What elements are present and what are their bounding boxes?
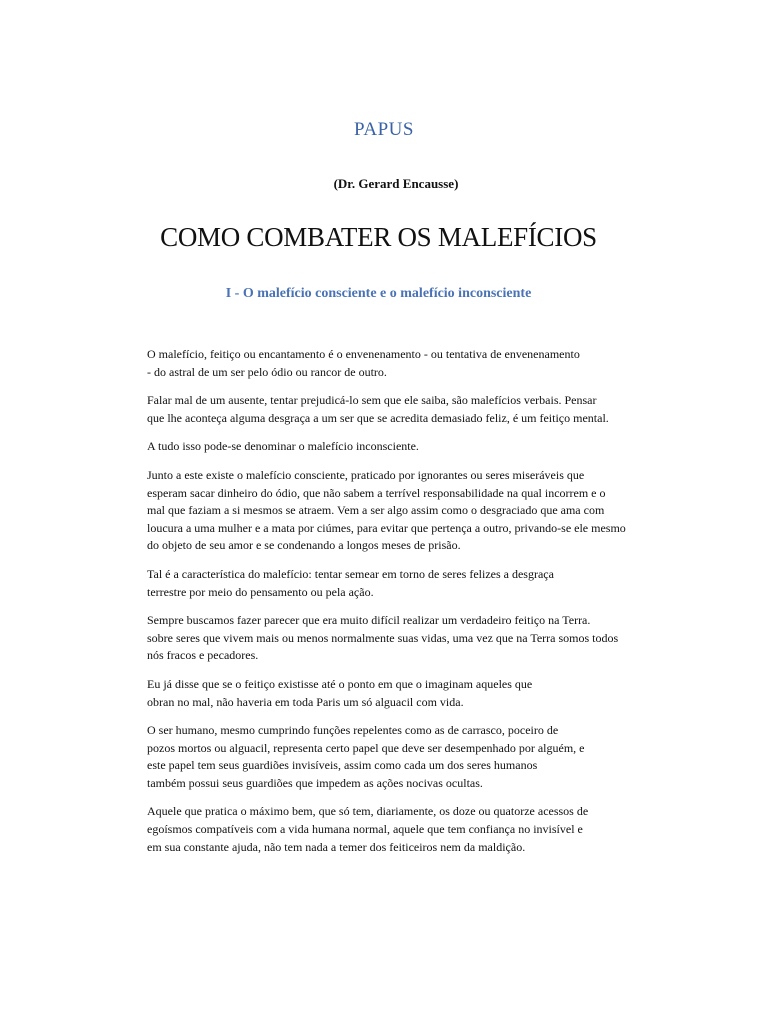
author-subtitle: (Dr. Gerard Encausse) — [333, 176, 459, 191]
text-line: egoísmos compatíveis com a vida humana normal, aquele que tem confiança no invisível e — [147, 822, 583, 837]
document-title: COMO COMBATER OS MALEFÍCIOS — [160, 222, 597, 252]
body-text — [147, 346, 657, 867]
section-heading: I - O malefício consciente e o malefício inconsciente — [225, 286, 532, 301]
text-line: Aquele que pratica o máximo bem, que só tem, diariamente, os doze ou quatorze acessos de — [147, 804, 589, 819]
text-line: esperam sacar dinheiro do ódio, que não sabem a terrível responsabilidade na qual incorrem e o — [147, 485, 606, 500]
text-line: O malefício, feitiço ou encantamento é o envenenamento - ou tentativa de envenenamento — [147, 347, 580, 361]
text-line: terrestre por meio do pensamento ou pela ação. — [147, 584, 374, 599]
text-line: O ser humano, mesmo cumprindo funções repelentes como as de carrasco, poceiro de — [147, 723, 559, 738]
text-line: loucura a uma mulher e a mata por ciúmes, para evitar que pertença a outro, privando-se ele mesmo — [147, 520, 626, 535]
text-line: que lhe aconteça alguma desgraça a um ser que se acredita demasiado feliz, é um feitiço mental. — [147, 410, 609, 425]
paragraph — [147, 722, 657, 792]
paragraph — [147, 803, 657, 856]
text-line: do objeto de seu amor e se condenando a longos meses de prisão. — [147, 538, 461, 553]
text-line: pozos mortos ou alguacil, representa certo papel que deve ser desempenhado por alguém, e — [147, 740, 585, 755]
text-line: nós fracos e pecadores. — [147, 648, 259, 663]
text-line: Tal é a característica do malefício: tentar semear em torno de seres felizes a desgraça — [147, 566, 554, 581]
text-line: Sempre buscamos fazer parecer que era muito difícil realizar um verdadeiro feitiço na Terra. — [147, 613, 591, 628]
paragraph — [147, 438, 657, 456]
text-line: em sua constante ajuda, não tem nada a temer dos feiticeiros nem da maldição. — [147, 839, 526, 854]
text-line: também possui seus guardiões que impedem as ações nocivas ocultas. — [147, 775, 483, 790]
paragraph — [147, 346, 657, 381]
paragraph — [147, 467, 657, 555]
text-line: sobre seres que vivem mais ou menos normalmente suas vidas, uma vez que na Terra somos todos — [147, 630, 619, 645]
paragraph — [147, 676, 657, 711]
text-line: mal que faziam a si mesmos se atraem. Vem a ser algo assim como o desgraciado que ama com — [147, 503, 605, 518]
paragraph — [147, 392, 657, 427]
author-name: PAPUS — [354, 119, 414, 140]
paragraph — [147, 612, 657, 665]
text-line: - do astral de um ser pelo ódio ou rancor de outro. — [147, 364, 387, 379]
text-line: obran no mal, não haveria em toda Paris um só alguacil com vida. — [147, 694, 464, 709]
text-line: Junto a este existe o malefício consciente, praticado por ignorantes ou seres miseráveis que — [147, 467, 585, 482]
text-line: este papel tem seus guardiões invisíveis, assim como cada um dos seres humanos — [147, 758, 538, 773]
paragraph — [147, 566, 657, 601]
text-line: A tudo isso pode-se denominar o malefício inconsciente. — [147, 439, 419, 454]
text-line: Eu já disse que se o feitiço existisse até o ponto em que o imaginam aqueles que — [147, 676, 533, 691]
text-line: Falar mal de um ausente, tentar prejudicá-lo sem que ele saiba, são malefícios verbais. Pensar — [147, 393, 597, 408]
